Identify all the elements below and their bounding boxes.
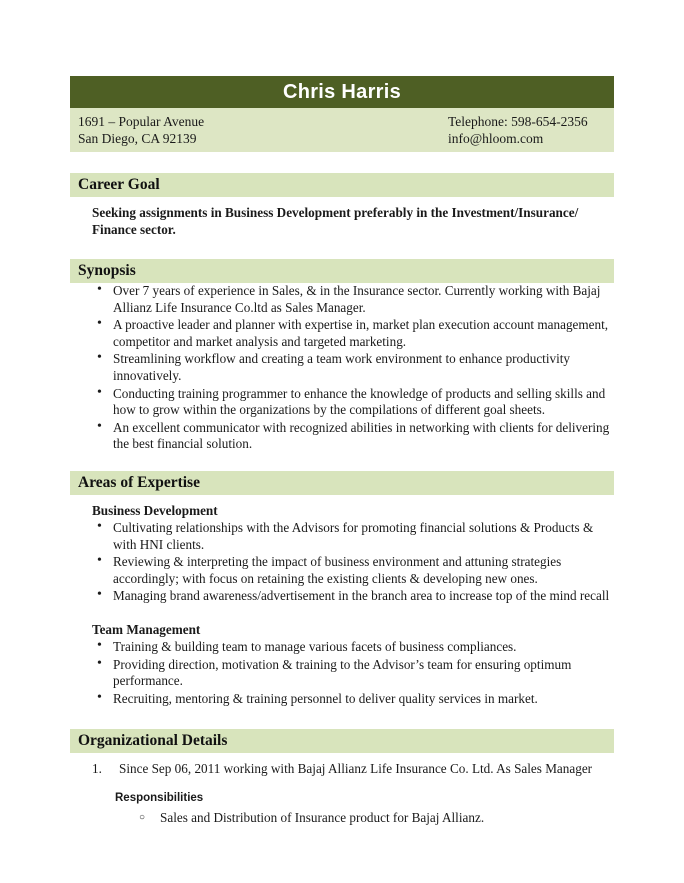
list-item: • Training & building team to manage various facets of business compliances. xyxy=(92,639,614,656)
list-item xyxy=(92,761,614,778)
contact-bar xyxy=(70,108,614,152)
subhead-business-development: Business Development xyxy=(92,502,218,518)
list-item: • An excellent communicator with recognized abilities in networking with clients for delivering the best financial solution. xyxy=(92,420,614,453)
spacer xyxy=(70,708,614,729)
name-header-bar xyxy=(70,76,614,108)
section-body-career-goal xyxy=(70,197,614,238)
subhead-team-management: Team Management xyxy=(92,621,201,637)
list-item: • Recruiting, mentoring & training personnel to deliver quality services in market. xyxy=(92,691,614,708)
spacer xyxy=(70,454,614,471)
section-body-organizational-details xyxy=(70,753,614,826)
section-header-career-goal xyxy=(70,173,614,197)
phone-line: Telephone: 598-654-2356 xyxy=(448,114,588,129)
list-item: • Providing direction, motivation & training to the Advisor’s team for ensuring optimum performance. xyxy=(92,657,614,690)
organizational-entry-list xyxy=(92,753,614,778)
spacer xyxy=(70,238,614,259)
page-title: Chris Harris xyxy=(282,80,402,103)
address-line-1: 1691 – Popular Avenue xyxy=(78,114,205,129)
contact-address-block xyxy=(78,113,204,147)
list-item: • Streamlining workflow and creating a team work environment to enhance productivity innovatively. xyxy=(92,351,614,384)
section-title-synopsis: Synopsis xyxy=(78,262,136,279)
entry-text: Since Sep 06, 2011 working with Bajaj Allianz Life Insurance Co. Ltd. As Sales Manager xyxy=(119,761,593,777)
list-item: • Over 7 years of experience in Sales, & in the Insurance sector. Currently working with Bajaj Allianz Life Insurance Co.ltd as Sales Manager. xyxy=(92,283,614,316)
career-goal-text: Seeking assignments in Business Development preferably in the Investment/Insurance/ Finance sector. xyxy=(92,205,579,237)
address-line-2: San Diego, CA 92139 xyxy=(78,131,197,146)
section-body-areas-of-expertise xyxy=(70,495,614,707)
responsibilities-list xyxy=(92,806,614,827)
section-header-synopsis xyxy=(70,259,614,283)
email-line[interactable]: info@hloom.com xyxy=(448,131,544,146)
team-management-bullet-list xyxy=(92,639,614,707)
list-item: • A proactive leader and planner with expertise in, market plan execution account management, competitor and market analysis and targeted marketing. xyxy=(92,317,614,350)
spacer xyxy=(70,152,614,173)
list-item: • Cultivating relationships with the Advisors for promoting financial solutions & Products & with HNI clients. xyxy=(92,520,614,553)
list-item: • Reviewing & interpreting the impact of business environment and attuning strategies accordingly; with focus on retaining the existing clients & developing new ones. xyxy=(92,554,614,587)
synopsis-bullet-list xyxy=(92,283,614,453)
contact-details-block xyxy=(448,113,588,147)
section-header-organizational-details xyxy=(70,729,614,753)
section-title-areas-of-expertise: Areas of Expertise xyxy=(78,473,200,491)
entry-number: 1. xyxy=(92,761,102,777)
section-title-career-goal: Career Goal xyxy=(78,176,160,193)
responsibilities-label: Responsibilities xyxy=(115,791,204,804)
resume-content xyxy=(70,76,614,826)
business-development-bullet-list xyxy=(92,520,614,605)
section-header-areas-of-expertise xyxy=(70,471,614,495)
list-item: • Conducting training programmer to enhance the knowledge of products and selling skills and how to grow within the organizations by the compilations of different goal sheets. xyxy=(92,386,614,419)
list-item: ○ Sales and Distribution of Insurance product for Bajaj Allianz. xyxy=(138,806,614,827)
section-body-synopsis xyxy=(70,283,614,453)
section-title-organizational-details: Organizational Details xyxy=(78,732,228,750)
list-item: • Managing brand awareness/advertisement in the branch area to increase top of the mind recall xyxy=(92,588,614,605)
